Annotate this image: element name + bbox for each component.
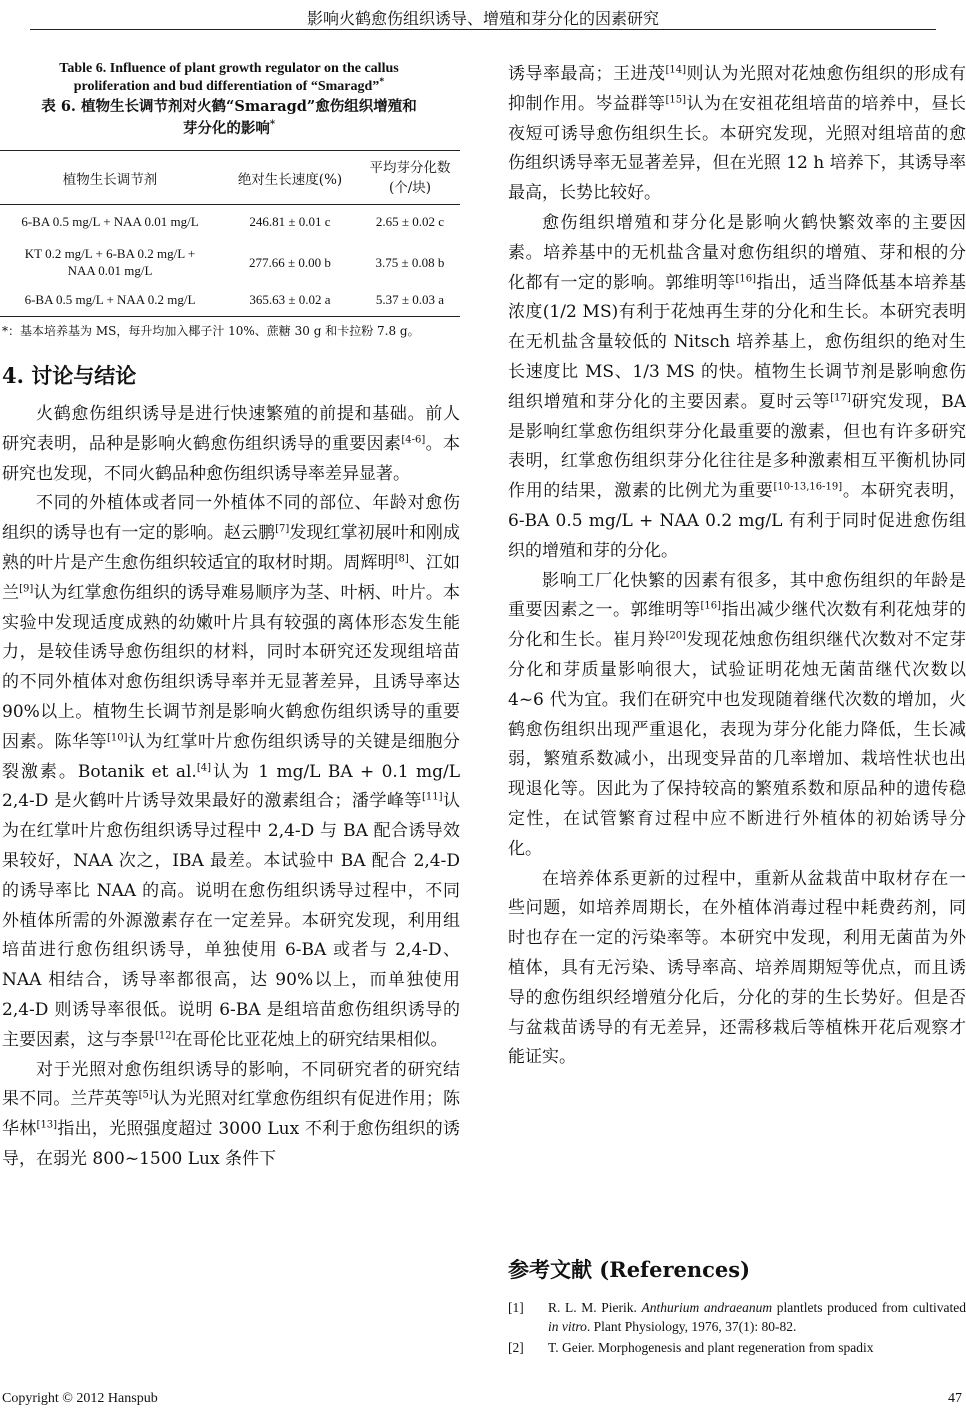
paragraph: 诱导率最高；王进茂[14]则认为光照对花烛愈伤组织的形成有抑制作用。岑益群等[15]认为在安祖花组培苗的培养中，昼长夜短可诱导愈伤组织生长。本研究发现，光照对组培苗的愈伤组织诱导率无显著差异，但在光照 12 h 培养下，其诱导率最高，长势比较好。 [508, 64, 966, 204]
citation-marker: [10-13,16-19] [773, 481, 843, 493]
reference-item: [2] T. Geier. Morphogenesis and plant regeneration from spadix [508, 1340, 874, 1355]
reference-item: [1] R. L. M. Pierik. Anthurium andraeanum plantlets produced from cultivated in vitro. Plant Physiology, 1976, 37(1): 80-82. [508, 1300, 966, 1334]
citation-marker: [16] [700, 600, 722, 612]
paragraph: 愈伤组织增殖和芽分化是影响火鹤快繁效率的主要因素。培养基中的无机盐含量对愈伤组织的增殖、芽和根的分化都有一定的影响。郭维明等[16]指出，适当降低基本培养基浓度(1/2 MS)有利于花烛再生芽的分化和生长。本研究表明在无机盐含量较低的 Nitsch 培养基上，愈伤组织的绝对生长速度比 MS、1/3 MS 的快。植物生长调节剂是影响愈伤组织增殖和芽分化的主要因素。夏时云等[17]研究发现，BA 是影响红掌愈伤组织芽分化最重要的激素，但也有许多研究表明，红掌愈伤组织芽分化往往是多种激素相互平衡机协同作用的结果，激素的比例尤为重要[10-13,16-19]。本研究表明，6-BA 0.5 mg/L + NAA 0.2 mg/L 有利于同时促进愈伤组织的增殖和芽的分化。 [508, 212, 966, 561]
page-number: 47 [948, 1391, 962, 1406]
citation-marker: [17] [830, 392, 851, 404]
citation-marker: [5] [138, 1089, 153, 1101]
paragraph: 影响工厂化快繁的因素有很多，其中愈伤组织的年龄是重要因素之一。郭维明等[16]指出减少继代次数有利花烛芽的分化和生长。崔月羚[20]发现花烛愈伤组织继代次数对不定芽分化和芽质量影响很大，试验证明花烛无菌苗继代次数以 4~6 代为宜。我们在研究中也发现随着继代次数的增加，火鹤愈伤组织出现严重退化，表现为芽分化能力降低，生长减弱，繁殖系数减小，出现变异苗的几率增加、栽培性状也出现退化等。因此为了保持较高的繁殖系数和原品种的遗传稳定性，在试管繁育过程中应不断进行外植体的初始诱导分化。 [508, 570, 966, 859]
table-bottom-rule [0, 316, 460, 317]
citation-marker: [10] [107, 732, 128, 744]
col-header-buds: 平均芽分化数 (个/块) [369, 160, 451, 196]
col-header-regulator: 植物生长调节剂 [62, 172, 158, 188]
table-note: *：基本培养基为 MS，每升均加入椰子汁 10%、蔗糖 30 g 和卡拉粉 7.8 g。 [2, 324, 420, 338]
paragraph: 火鹤愈伤组织诱导是进行快速繁殖的前提和基础。前人研究表明，品种是影响火鹤愈伤组织诱导的重要因素[4-6]。本研究也发现，不同火鹤品种愈伤组织诱导率差异显著。 [2, 404, 461, 484]
citation-marker: [11] [421, 791, 443, 803]
citation-marker: [8] [394, 553, 409, 565]
paragraph: 对于光照对愈伤组织诱导的影响，不同研究者的研究结果不同。兰芹英等[5]认为光照对红掌愈伤组织有促进作用；陈华林[13]指出，光照强度超过 3000 Lux 不利于愈伤组织的诱导，在弱光 800~1500 Lux 条件下 [2, 1059, 460, 1169]
citation-marker: [20] [665, 630, 687, 642]
citation-marker: [9] [19, 583, 34, 595]
table-header-rule [0, 204, 460, 205]
table-caption-zh: 表 6. 植物生长调节剂对火鹤“Smaragd”愈伤组织增殖和 芽分化的影响* [41, 98, 417, 137]
left-column-text [2, 400, 460, 1175]
table-caption-en: Table 6. Influence of plant growth regulator on the callus proliferation and bud differentiation of “Smaragd”* [59, 61, 399, 94]
citation-marker: [12] [155, 1030, 176, 1042]
col-header-growth: 绝对生长速度(%) [237, 172, 343, 188]
paragraph: 不同的外植体或者同一外植体不同的部位、年龄对愈伤组织的诱导也有一定的影响。赵云鹏[7]发现红掌初展叶和刚成熟的叶片是产生愈伤组织较适宜的取材时期。周辉明[8]、江如兰[9]认为红掌愈伤组织的诱导难易顺序为茎、叶柄、叶片。本实验中发现适度成熟的幼嫩叶片具有较强的离体形态发生能力，是较佳诱导愈伤组织的材料，同时本研究还发现组培苗的不同外植体对愈伤组织诱导率并无显著差异，且诱导率达 90%以上。植物生长调节剂是影响火鹤愈伤组织诱导的重要因素。陈华等[10]认为红掌叶片愈伤组织诱导的关键是细胞分裂激素。Botanik et al.[4]认为 1 mg/L BA + 0.1 mg/L 2,4-D 是火鹤叶片诱导效果最好的激素组合；潘学峰等[11]认为在红掌叶片愈伤组织诱导过程中 2,4-D 与 BA 配合诱导效果较好，NAA 次之，IBA 最差。本试验中 BA 配合 2,4-D 的诱导率比 NAA 的高。说明在愈伤组织诱导过程中，不同外植体所需的外源激素存在一定差异。本研究发现，利用组培苗进行愈伤组织诱导，单独使用 6-BA 或者与 2,4-D、NAA 相结合，诱导率都很高，达 90%以上，而单独使用 2,4-D 则诱导率很低。说明 6-BA 是组培苗愈伤组织诱导的主要因素，这与李景[12]在哥伦比亚花烛上的研究结果相似。 [2, 493, 461, 1050]
citation-marker: [15] [665, 94, 687, 106]
section-heading: 4. 讨论与结论 [2, 363, 137, 388]
running-header: 影响火鹤愈伤组织诱导、增殖和芽分化的因素研究 [306, 9, 659, 28]
citation-marker: [7] [275, 523, 290, 535]
header-rule [30, 29, 936, 30]
table-top-rule [0, 150, 460, 151]
citation-marker: [14] [665, 64, 687, 76]
citation-marker: [4] [196, 761, 212, 773]
citation-marker: [13] [36, 1119, 58, 1131]
footer-copyright: Copyright © 2012 Hanspub [2, 1391, 158, 1406]
paragraph: 在培养体系更新的过程中，重新从盆栽苗中取材存在一些问题，如培养周期长，在外植体消毒过程中耗费药剂，同时也存在一定的污染率等。本研究中发现，利用无菌苗为外植体，具有无污染、诱导率高、培养周期短等优点，而且诱导的愈伤组织经增殖分化后，分化的芽的生长势好。但是否与盆栽苗诱导的有无差异，还需移栽后等植株开花后观察才能证实。 [508, 868, 966, 1068]
citation-marker: [4-6] [401, 434, 426, 446]
references-heading: 参考文献 (References) [508, 1257, 751, 1282]
citation-marker: [16] [735, 272, 757, 284]
right-column-text [508, 60, 966, 1073]
